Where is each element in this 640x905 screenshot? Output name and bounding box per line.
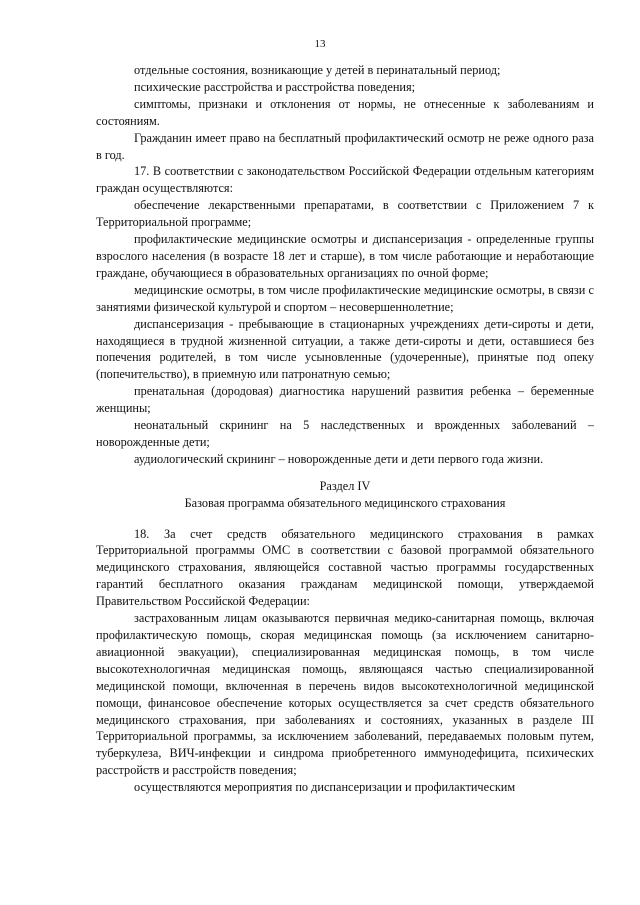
page-number: 13 — [314, 38, 326, 50]
paragraph: аудиологический скрининг – новорожденные дети и дети первого года жизни. — [134, 451, 544, 466]
paragraph: отдельные состояния, возникающие у детей в перинатальный период; — [134, 63, 501, 77]
paragraph: неонатальный скрининг на 5 наследственных и врожденных заболеваний – новорожденные дети; — [96, 418, 594, 449]
paragraph: пренатальная (дородовая) диагностика нарушений развития ребенка – беременные женщины; — [96, 384, 594, 416]
paragraph: Гражданин имеет право на бесплатный профилактический осмотр не реже одного раза в год. — [96, 130, 594, 162]
paragraph: профилактические медицинские осмотры и диспансеризация - определенные группы взрослого населения (в возрасте 18 лет и старше), в том числе работающие и неработающие граждане, обучающиеся в образовательных организациях по очной форме; — [96, 232, 594, 280]
paragraph: медицинские осмотры, в том числе профилактические медицинские осмотры, в связи с занятиями физической культурой и спортом – несовершеннолетние; — [96, 282, 594, 314]
section-subtitle: Базовая программа обязательного медицинского страхования — [184, 495, 506, 510]
document-body — [96, 62, 594, 796]
paragraph: симптомы, признаки и отклонения от нормы, не отнесенные к заболеваниям и состояниям. — [96, 96, 594, 128]
paragraph: осуществляются мероприятия по диспансеризации и профилактическим — [134, 780, 516, 795]
paragraph: 17. В соответствии с законодательством Российской Федерации отдельным категориям граждан осуществляются: — [96, 164, 594, 196]
paragraph: 18. За счет средств обязательного медицинского страхования в рамках Территориальной программы ОМС в соответствии с базовой программой обязательного медицинского страхования, являющейся составной частью программы государственных гарантий бесплатного оказания гражданам медицинской помощи, утверждаемой Правительством Российской Федерации: — [96, 526, 594, 609]
paragraph: диспансеризация - пребывающие в стационарных учреждениях дети-сироты и дети, находящиеся в трудной жизненной ситуации, а также дети-сироты и дети, оставшиеся без попечения родителей, в том числе усыновленные (удочеренные), принятые под опеку (попечительство), в приемную или патронатную семью; — [96, 316, 594, 382]
paragraph: обеспечение лекарственными препаратами, в соответствии с Приложением 7 к Территориальной программе; — [96, 198, 594, 230]
paragraph: застрахованным лицам оказываются первичная медико-санитарная помощь, включая профилактическую помощь, скорая медицинская помощь (за исключением санитарно-авиационной эвакуации), специализированная медицинская помощь, в том числе высокотехнологичная медицинская помощь, являющаяся частью специализированной медицинской помощи, включенная в перечень видов высокотехнологичной медицинской помощи, финансовое обеспечение которых осуществляется за счет средств обязательного медицинского страхования, при заболеваниях и состояниях, указанных в разделе III Территориальной программы, за исключением заболеваний, передаваемых половым путем, туберкулеза, ВИЧ-инфекции и синдрома приобретенного иммунодефицита, психических расстройств и расстройств поведения; — [96, 611, 594, 778]
section-title: Раздел IV — [319, 478, 371, 493]
paragraph: психические расстройства и расстройства поведения; — [134, 79, 416, 94]
